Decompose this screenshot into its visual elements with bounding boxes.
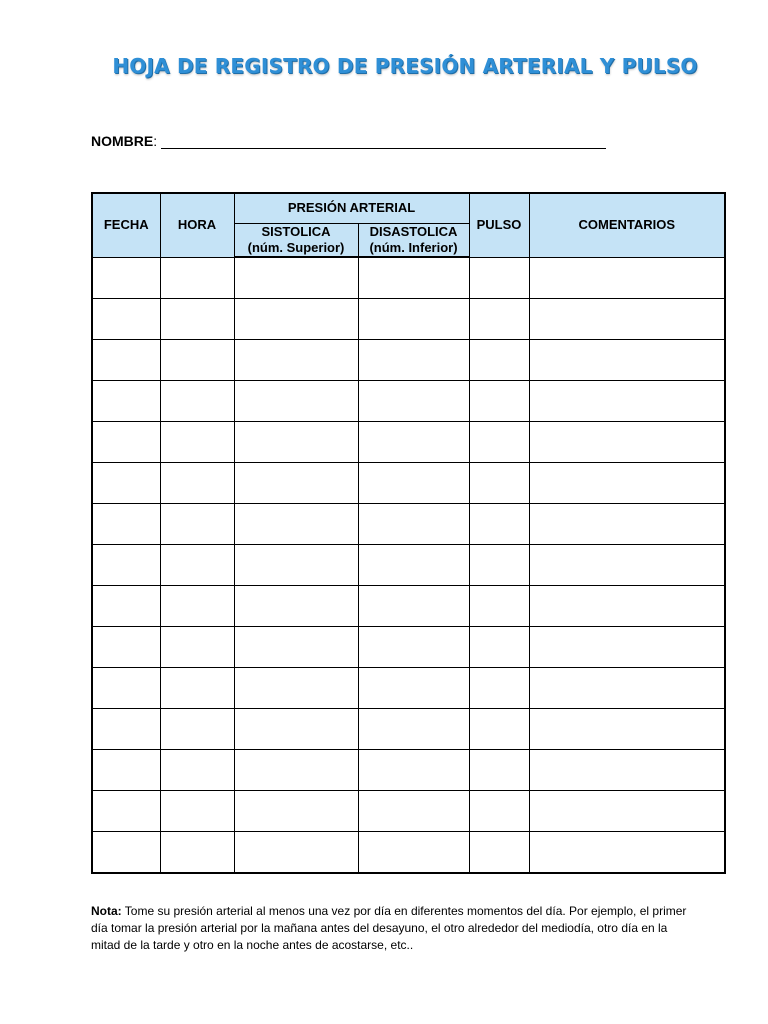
cell-sistolica[interactable] (234, 832, 358, 874)
header-pulso: PULSO (469, 193, 529, 257)
cell-disastolica[interactable] (358, 422, 469, 463)
cell-hora[interactable] (160, 381, 234, 422)
cell-hora[interactable] (160, 709, 234, 750)
cell-pulso[interactable] (469, 257, 529, 299)
cell-pulso[interactable] (469, 832, 529, 874)
cell-disastolica[interactable] (358, 750, 469, 791)
cell-fecha[interactable] (92, 791, 160, 832)
cell-sistolica[interactable] (234, 340, 358, 381)
cell-pulso[interactable] (469, 668, 529, 709)
table-row (92, 791, 725, 832)
header-disastolica-sub: (núm. Inferior) (369, 239, 458, 255)
table-row (92, 299, 725, 340)
table-row (92, 381, 725, 422)
cell-sistolica[interactable] (234, 791, 358, 832)
cell-hora[interactable] (160, 668, 234, 709)
cell-sistolica[interactable] (234, 504, 358, 545)
note-text: Tome su presión arterial al menos una vez por día en diferentes momentos del día. Por ejemplo, el primer día tomar la presión arterial por la mañana antes del desayuno, el otro alrededor del mediodía, otro día en la mitad de la tarde y otro en la noche antes de acostarse, etc.. (91, 904, 687, 952)
table-row (92, 422, 725, 463)
table-row (92, 340, 725, 381)
cell-hora[interactable] (160, 504, 234, 545)
cell-comentarios[interactable] (529, 422, 725, 463)
table-row (92, 709, 725, 750)
cell-fecha[interactable] (92, 709, 160, 750)
cell-hora[interactable] (160, 832, 234, 874)
cell-comentarios[interactable] (529, 545, 725, 586)
table-row (92, 750, 725, 791)
cell-pulso[interactable] (469, 586, 529, 627)
cell-disastolica[interactable] (358, 463, 469, 504)
cell-sistolica[interactable] (234, 422, 358, 463)
cell-comentarios[interactable] (529, 791, 725, 832)
cell-pulso[interactable] (469, 340, 529, 381)
header-fecha: FECHA (92, 193, 160, 257)
cell-comentarios[interactable] (529, 832, 725, 874)
cell-hora[interactable] (160, 422, 234, 463)
blood-pressure-log-table (91, 192, 726, 874)
cell-disastolica[interactable] (358, 791, 469, 832)
cell-fecha[interactable] (92, 627, 160, 668)
cell-disastolica[interactable] (358, 668, 469, 709)
cell-comentarios[interactable] (529, 627, 725, 668)
table-row (92, 257, 725, 299)
cell-fecha[interactable] (92, 586, 160, 627)
header-presion-arterial: PRESIÓN ARTERIAL (234, 193, 469, 223)
cell-comentarios[interactable] (529, 750, 725, 791)
cell-sistolica[interactable] (234, 750, 358, 791)
cell-pulso[interactable] (469, 750, 529, 791)
cell-fecha[interactable] (92, 668, 160, 709)
cell-sistolica[interactable] (234, 709, 358, 750)
cell-pulso[interactable] (469, 791, 529, 832)
cell-pulso[interactable] (469, 381, 529, 422)
cell-sistolica[interactable] (234, 627, 358, 668)
cell-fecha[interactable] (92, 504, 160, 545)
name-colon: : (153, 133, 158, 149)
cell-comentarios[interactable] (529, 586, 725, 627)
cell-disastolica[interactable] (358, 545, 469, 586)
cell-fecha[interactable] (92, 463, 160, 504)
cell-sistolica[interactable] (234, 545, 358, 586)
cell-fecha[interactable] (92, 832, 160, 874)
table-row (92, 627, 725, 668)
cell-hora[interactable] (160, 340, 234, 381)
cell-pulso[interactable] (469, 627, 529, 668)
cell-comentarios[interactable] (529, 257, 725, 299)
log-body (92, 257, 725, 873)
table-row (92, 504, 725, 545)
header-sistolica-sub: (núm. Superior) (247, 239, 345, 255)
cell-pulso[interactable] (469, 709, 529, 750)
cell-comentarios[interactable] (529, 463, 725, 504)
cell-pulso[interactable] (469, 422, 529, 463)
cell-sistolica[interactable] (234, 586, 358, 627)
note (91, 903, 691, 954)
cell-sistolica[interactable] (234, 463, 358, 504)
page-title: HOJA DE REGISTRO DE PRESIÓN ARTERIAL Y PULSO (112, 54, 698, 78)
cell-fecha[interactable] (92, 340, 160, 381)
name-field[interactable] (161, 134, 606, 149)
name-row (91, 133, 606, 149)
header-sistolica (234, 223, 358, 257)
cell-comentarios[interactable] (529, 668, 725, 709)
cell-pulso[interactable] (469, 463, 529, 504)
name-label: NOMBRE (91, 133, 154, 149)
cell-comentarios[interactable] (529, 340, 725, 381)
cell-hora[interactable] (160, 791, 234, 832)
header-comentarios: COMENTARIOS (529, 193, 725, 257)
cell-hora[interactable] (160, 299, 234, 340)
cell-disastolica[interactable] (358, 340, 469, 381)
table-row (92, 545, 725, 586)
note-label: Nota: (91, 904, 122, 918)
header-disastolica-label: DISASTOLICA (369, 223, 458, 239)
cell-fecha[interactable] (92, 381, 160, 422)
cell-disastolica[interactable] (358, 504, 469, 545)
cell-fecha[interactable] (92, 257, 160, 299)
cell-disastolica[interactable] (358, 257, 469, 299)
cell-pulso[interactable] (469, 545, 529, 586)
cell-comentarios[interactable] (529, 381, 725, 422)
cell-hora[interactable] (160, 586, 234, 627)
cell-disastolica[interactable] (358, 299, 469, 340)
cell-sistolica[interactable] (234, 381, 358, 422)
cell-hora[interactable] (160, 463, 234, 504)
cell-comentarios[interactable] (529, 709, 725, 750)
cell-disastolica[interactable] (358, 627, 469, 668)
cell-pulso[interactable] (469, 504, 529, 545)
cell-hora[interactable] (160, 627, 234, 668)
cell-disastolica[interactable] (358, 709, 469, 750)
cell-fecha[interactable] (92, 422, 160, 463)
cell-sistolica[interactable] (234, 299, 358, 340)
cell-comentarios[interactable] (529, 299, 725, 340)
header-disastolica (358, 223, 469, 257)
table-row (92, 832, 725, 874)
cell-pulso[interactable] (469, 299, 529, 340)
cell-sistolica[interactable] (234, 257, 358, 299)
cell-disastolica[interactable] (358, 381, 469, 422)
header-sistolica-label: SISTOLICA (261, 223, 331, 239)
cell-fecha[interactable] (92, 299, 160, 340)
cell-hora[interactable] (160, 545, 234, 586)
cell-fecha[interactable] (92, 750, 160, 791)
table-row (92, 668, 725, 709)
header-hora: HORA (160, 193, 234, 257)
table-row (92, 586, 725, 627)
cell-disastolica[interactable] (358, 586, 469, 627)
cell-hora[interactable] (160, 257, 234, 299)
cell-comentarios[interactable] (529, 504, 725, 545)
table-row (92, 463, 725, 504)
cell-hora[interactable] (160, 750, 234, 791)
cell-fecha[interactable] (92, 545, 160, 586)
cell-disastolica[interactable] (358, 832, 469, 874)
cell-sistolica[interactable] (234, 668, 358, 709)
